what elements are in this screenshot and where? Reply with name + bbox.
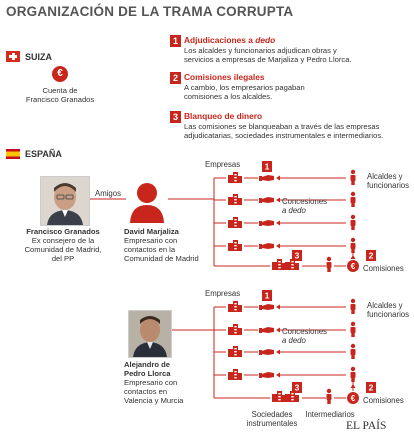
step-3-description: Las comisiones se blanqueaban a través de las empresas adjudicatarias, sociedades instrumentales e intermediarios. xyxy=(184,122,384,141)
bottom-num-1-text: 1 xyxy=(264,290,270,301)
bottom-official-icon-1 xyxy=(351,322,356,337)
top-official-icon-3 xyxy=(351,238,356,253)
top-empresas-label: Empresas xyxy=(205,160,241,169)
bottom-company-icon-3 xyxy=(228,369,242,380)
bottom-official-icon-2 xyxy=(351,344,356,359)
bottom-arrow-1-head xyxy=(276,328,280,333)
bottom-alcaldes-label-1: Alcaldes y xyxy=(367,301,403,310)
step-2-heading: Comisiones ilegales xyxy=(184,72,265,82)
bottom-intermediarios-label: Intermediarios xyxy=(305,410,355,419)
bottom-hand-icon-0 xyxy=(259,304,274,310)
bottom-num-2-text: 2 xyxy=(368,382,374,393)
bottom-company-icon-1 xyxy=(228,324,242,335)
amigos-label: Amigos xyxy=(95,189,121,198)
top-euro-symbol: € xyxy=(350,262,356,271)
bottom-alcaldes-label-2: funcionarios xyxy=(367,310,410,319)
top-official-icon-2 xyxy=(351,215,356,230)
euro-coin-icon: € xyxy=(52,66,68,82)
top-alcaldes-label-1: Alcaldes y xyxy=(367,172,403,181)
bottom-company-icon-2 xyxy=(228,346,242,357)
top-num-3-text: 3 xyxy=(294,250,300,261)
step-3-heading: Blanqueo de dinero xyxy=(184,111,263,121)
bottom-concesiones-label: Concesiones xyxy=(282,327,328,336)
top-company-icon-0 xyxy=(228,172,242,183)
brand-logo: EL PAÍS xyxy=(346,420,387,432)
top-arrow-0-head xyxy=(276,176,280,181)
top-up-arrow-head xyxy=(351,255,356,259)
top-hand-icon-3 xyxy=(259,243,274,249)
llorca-caption: Alejandro de Pedro Llorca Empresario con contactos en Valencia y Murcia xyxy=(124,360,184,405)
top-official-icon-0 xyxy=(351,170,356,185)
country-label-suiza: SUIZA xyxy=(25,52,52,62)
step-2-description: A cambio, los empresarios pagaban comisiones a los alcaldes. xyxy=(184,83,305,102)
bottom-num-3-text: 3 xyxy=(294,382,300,393)
top-shell-company-icon-a xyxy=(272,259,286,270)
bottom-euro-symbol: € xyxy=(350,394,356,403)
granados-caption: Francisco Granados Ex consejero de la Comunidad de Madrid, del PP xyxy=(24,227,102,263)
top-concesiones-label: Concesiones xyxy=(282,197,328,206)
step-2-badge: 2 xyxy=(170,72,181,84)
bottom-official-icon-0 xyxy=(351,299,356,314)
top-num-1-text: 1 xyxy=(264,161,270,172)
top-hand-icon-2 xyxy=(259,220,274,226)
step-3-badge: 3 xyxy=(170,111,181,123)
bottom-sociedades-label-1: Sociedades xyxy=(251,410,293,419)
bottom-hand-icon-1 xyxy=(259,327,274,333)
top-company-icon-3 xyxy=(228,240,242,251)
bottom-up-arrow-head xyxy=(351,384,356,388)
step-1-heading: Adjudicaciones a dedo xyxy=(184,35,276,45)
top-company-icon-2 xyxy=(228,217,242,228)
bottom-intermediary-icon xyxy=(327,389,332,404)
top-company-icon-1 xyxy=(228,194,242,205)
bottom-sociedades-label-2: instrumentales xyxy=(246,419,298,428)
step-1-badge: 1 xyxy=(170,35,181,47)
bottom-arrow-0-head xyxy=(276,305,280,310)
swiss-account-label: Cuenta de Francisco Granados xyxy=(25,86,95,104)
bottom-a-dedo-label: a dedo xyxy=(282,336,306,345)
top-arrow-2-head xyxy=(276,221,280,226)
top-arrow-1-head xyxy=(276,198,280,203)
bottom-company-icon-0 xyxy=(228,301,242,312)
bottom-hand-icon-2 xyxy=(259,349,274,355)
country-label-espana: ESPAÑA xyxy=(25,149,62,159)
step-1-description: Los alcaldes y funcionarios adjudican obras y servicios a empresas de Marjaliza y Pedro Llorca. xyxy=(184,46,352,65)
bottom-empresas-label: Empresas xyxy=(205,289,241,298)
marjaliza-caption: David Marjaliza Empresario con contactos en la Comunidad de Madrid xyxy=(124,227,199,263)
top-alcaldes-label-2: funcionarios xyxy=(367,181,410,190)
top-hand-icon-1 xyxy=(259,197,274,203)
top-num-2-text: 2 xyxy=(368,250,374,261)
top-intermediary-icon xyxy=(327,257,332,272)
page-title: ORGANIZACIÓN DE LA TRAMA CORRUPTA xyxy=(6,4,294,19)
bottom-official-icon-3 xyxy=(351,367,356,382)
bottom-arrow-3-head xyxy=(276,373,280,378)
bottom-comisiones-label: Comisiones xyxy=(363,396,404,405)
top-official-icon-1 xyxy=(351,192,356,207)
bottom-hand-icon-3 xyxy=(259,372,274,378)
top-hand-icon-0 xyxy=(259,175,274,181)
top-arrow-3-head xyxy=(276,244,280,249)
bottom-shell-company-icon-a xyxy=(272,391,286,402)
top-a-dedo-label: a dedo xyxy=(282,206,306,215)
top-comisiones-label: Comisiones xyxy=(363,264,404,273)
bottom-arrow-2-head xyxy=(276,350,280,355)
